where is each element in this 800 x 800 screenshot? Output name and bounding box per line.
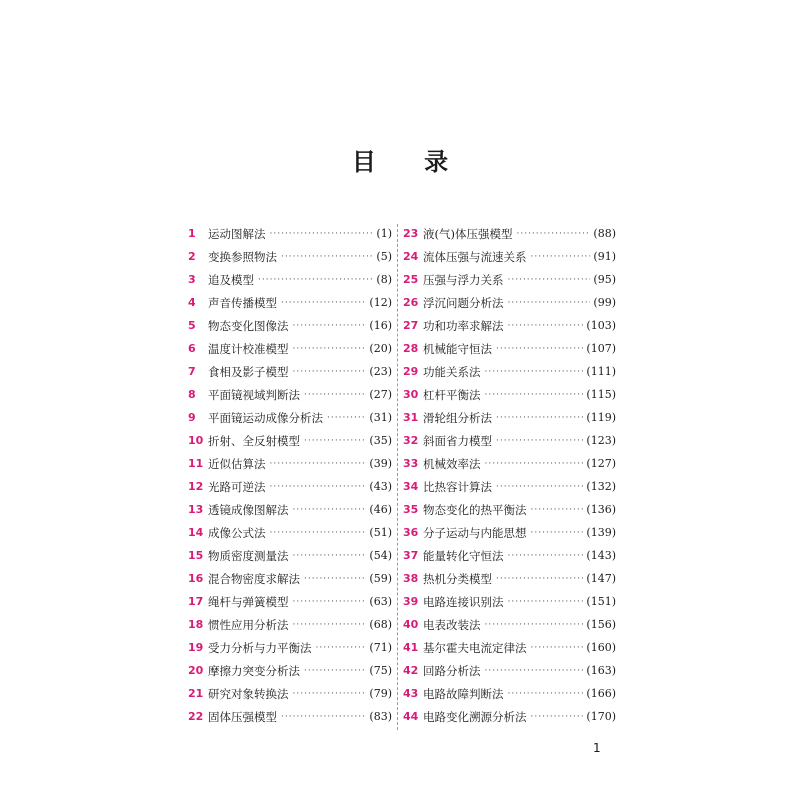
toc-entry[interactable] <box>403 222 616 245</box>
toc-entry[interactable] <box>188 452 392 475</box>
entry-page: (147) <box>586 572 616 585</box>
entry-title: 光路可逆法 <box>208 479 266 494</box>
dot-leader <box>293 344 367 354</box>
entry-title: 分子运动与内能思想 <box>423 525 527 540</box>
entry-number: 10 <box>188 434 204 447</box>
entry-page: (71) <box>369 641 392 654</box>
entry-number: 27 <box>403 319 419 332</box>
entry-page: (79) <box>369 687 392 700</box>
toc-entry[interactable] <box>403 383 616 406</box>
entry-page: (23) <box>369 365 392 378</box>
entry-title: 能量转化守恒法 <box>423 548 504 563</box>
entry-title: 平面镜视域判断法 <box>208 387 300 402</box>
entry-page: (95) <box>593 273 616 286</box>
dot-leader <box>508 321 584 331</box>
entry-title: 绳杆与弹簧模型 <box>208 594 289 609</box>
entry-number: 25 <box>403 273 419 286</box>
toc-entry[interactable] <box>403 268 616 291</box>
entry-page: (39) <box>369 457 392 470</box>
entry-title: 物态变化的热平衡法 <box>423 502 527 517</box>
entry-page: (46) <box>369 503 392 516</box>
entry-title: 研究对象转换法 <box>208 686 289 701</box>
dot-leader <box>293 597 367 607</box>
entry-page: (43) <box>369 480 392 493</box>
entry-page: (107) <box>586 342 616 355</box>
entry-page: (103) <box>586 319 616 332</box>
entry-title: 基尔霍夫电流定律法 <box>423 640 527 655</box>
entry-page: (75) <box>369 664 392 677</box>
entry-number: 13 <box>188 503 204 516</box>
dot-leader <box>270 482 367 492</box>
entry-number: 42 <box>403 664 419 677</box>
entry-number: 9 <box>188 411 196 424</box>
entry-page: (63) <box>369 595 392 608</box>
toc-entry[interactable] <box>403 314 616 337</box>
dot-leader <box>485 620 584 630</box>
entry-title: 平面镜运动成像分析法 <box>208 410 323 425</box>
entry-page: (51) <box>369 526 392 539</box>
dot-leader <box>531 643 584 653</box>
dot-leader <box>485 390 584 400</box>
entry-page: (166) <box>586 687 616 700</box>
entry-title: 压强与浮力关系 <box>423 272 504 287</box>
entry-title: 电路连接识别法 <box>423 594 504 609</box>
toc-entry[interactable] <box>403 498 616 521</box>
entry-number: 26 <box>403 296 419 309</box>
toc-entry[interactable] <box>188 659 392 682</box>
toc-entry[interactable] <box>403 429 616 452</box>
entry-page: (156) <box>586 618 616 631</box>
toc-entry[interactable] <box>188 383 392 406</box>
entry-number: 21 <box>188 687 204 700</box>
toc-entry[interactable] <box>188 475 392 498</box>
entry-title: 机械能守恒法 <box>423 341 492 356</box>
entry-title: 液(气)体压强模型 <box>423 226 513 241</box>
dot-leader <box>531 505 584 515</box>
entry-title: 浮沉问题分析法 <box>423 295 504 310</box>
toc-entry[interactable] <box>188 544 392 567</box>
dot-leader <box>316 643 367 653</box>
toc-entry[interactable] <box>188 245 392 268</box>
toc-entry[interactable] <box>403 544 616 567</box>
entry-number: 18 <box>188 618 204 631</box>
entry-page: (1) <box>376 227 392 240</box>
entry-page: (160) <box>586 641 616 654</box>
column-divider <box>397 224 398 730</box>
entry-number: 24 <box>403 250 419 263</box>
entry-title: 电路故障判断法 <box>423 686 504 701</box>
toc-entry[interactable] <box>403 636 616 659</box>
entry-title: 功能关系法 <box>423 364 481 379</box>
entry-page: (20) <box>369 342 392 355</box>
entry-number: 23 <box>403 227 419 240</box>
entry-title: 固体压强模型 <box>208 709 277 724</box>
toc-entry[interactable] <box>188 268 392 291</box>
entry-title: 斜面省力模型 <box>423 433 492 448</box>
entry-page: (5) <box>376 250 392 263</box>
toc-entry[interactable] <box>403 452 616 475</box>
entry-title: 混合物密度求解法 <box>208 571 300 586</box>
entry-title: 追及模型 <box>208 272 254 287</box>
entry-page: (151) <box>586 595 616 608</box>
entry-page: (139) <box>586 526 616 539</box>
entry-title: 折射、全反射模型 <box>208 433 300 448</box>
toc-entry[interactable] <box>403 475 616 498</box>
entry-number: 11 <box>188 457 204 470</box>
entry-number: 14 <box>188 526 204 539</box>
entry-number: 35 <box>403 503 419 516</box>
entry-page: (12) <box>369 296 392 309</box>
entry-number: 7 <box>188 365 196 378</box>
entry-title: 惯性应用分析法 <box>208 617 289 632</box>
entry-title: 近似估算法 <box>208 456 266 471</box>
entry-number: 6 <box>188 342 196 355</box>
dot-leader <box>531 252 591 262</box>
page-title: 目 录 <box>351 147 469 176</box>
dot-leader <box>270 459 367 469</box>
entry-number: 34 <box>403 480 419 493</box>
toc-entry[interactable] <box>188 429 392 452</box>
toc-entry[interactable] <box>403 291 616 314</box>
toc-entry[interactable] <box>188 590 392 613</box>
entry-title: 摩擦力突变分析法 <box>208 663 300 678</box>
dot-leader <box>531 712 584 722</box>
entry-title: 流体压强与流速关系 <box>423 249 527 264</box>
dot-leader <box>496 344 583 354</box>
dot-leader <box>508 597 584 607</box>
entry-page: (83) <box>369 710 392 723</box>
toc-entry[interactable] <box>188 222 392 245</box>
entry-title: 回路分析法 <box>423 663 481 678</box>
toc-entry[interactable] <box>188 314 392 337</box>
entry-page: (54) <box>369 549 392 562</box>
toc-entry[interactable] <box>188 521 392 544</box>
dot-leader <box>270 528 367 538</box>
entry-number: 3 <box>188 273 196 286</box>
entry-title: 杠杆平衡法 <box>423 387 481 402</box>
entry-number: 43 <box>403 687 419 700</box>
entry-page: (111) <box>586 365 616 378</box>
entry-title: 物质密度测量法 <box>208 548 289 563</box>
toc-entry[interactable] <box>188 636 392 659</box>
toc-entry[interactable] <box>403 521 616 544</box>
entry-page: (132) <box>586 480 616 493</box>
toc-entry[interactable] <box>403 613 616 636</box>
entry-title: 成像公式法 <box>208 525 266 540</box>
toc-entry[interactable] <box>188 567 392 590</box>
entry-number: 16 <box>188 572 204 585</box>
entry-title: 声音传播模型 <box>208 295 277 310</box>
entry-number: 19 <box>188 641 204 654</box>
dot-leader <box>531 528 584 538</box>
entry-page: (119) <box>586 411 616 424</box>
entry-number: 37 <box>403 549 419 562</box>
entry-page: (163) <box>586 664 616 677</box>
dot-leader <box>293 689 367 699</box>
dot-leader <box>281 298 366 308</box>
toc-entry[interactable] <box>188 705 392 728</box>
dot-leader <box>508 298 591 308</box>
toc-entry[interactable] <box>403 245 616 268</box>
dot-leader <box>485 666 584 676</box>
dot-leader <box>304 666 366 676</box>
dot-leader <box>258 275 373 285</box>
toc-entry[interactable] <box>403 659 616 682</box>
entry-number: 44 <box>403 710 419 723</box>
entry-number: 40 <box>403 618 419 631</box>
toc-entry[interactable] <box>403 567 616 590</box>
entry-title: 热机分类模型 <box>423 571 492 586</box>
entry-title: 运动图解法 <box>208 226 266 241</box>
entry-number: 28 <box>403 342 419 355</box>
entry-title: 受力分析与力平衡法 <box>208 640 312 655</box>
toc-entry[interactable] <box>403 337 616 360</box>
entry-page: (123) <box>586 434 616 447</box>
entry-number: 33 <box>403 457 419 470</box>
dot-leader <box>508 275 591 285</box>
dot-leader <box>270 229 374 239</box>
toc-entry[interactable] <box>403 682 616 705</box>
entry-number: 32 <box>403 434 419 447</box>
entry-page: (88) <box>593 227 616 240</box>
entry-page: (27) <box>369 388 392 401</box>
entry-number: 41 <box>403 641 419 654</box>
entry-number: 15 <box>188 549 204 562</box>
entry-title: 变换参照物法 <box>208 249 277 264</box>
entry-number: 12 <box>188 480 204 493</box>
dot-leader <box>496 574 583 584</box>
toc-entry[interactable] <box>188 360 392 383</box>
entry-page: (136) <box>586 503 616 516</box>
dot-leader <box>293 321 367 331</box>
entry-number: 30 <box>403 388 419 401</box>
dot-leader <box>281 712 366 722</box>
toc-entry[interactable] <box>403 360 616 383</box>
dot-leader <box>304 574 366 584</box>
entry-number: 36 <box>403 526 419 539</box>
dot-leader <box>496 436 583 446</box>
entry-page: (143) <box>586 549 616 562</box>
dot-leader <box>281 252 373 262</box>
toc-entry[interactable] <box>188 406 392 429</box>
entry-number: 8 <box>188 388 196 401</box>
toc-entry[interactable] <box>403 705 616 728</box>
entry-page: (91) <box>593 250 616 263</box>
entry-title: 功和功率求解法 <box>423 318 504 333</box>
dot-leader <box>304 436 366 446</box>
entry-number: 29 <box>403 365 419 378</box>
dot-leader <box>327 413 366 423</box>
dot-leader <box>516 229 590 239</box>
toc-entry[interactable] <box>403 590 616 613</box>
toc-entry[interactable] <box>188 337 392 360</box>
entry-title: 透镜成像图解法 <box>208 502 289 517</box>
entry-title: 温度计校准模型 <box>208 341 289 356</box>
entry-number: 5 <box>188 319 196 332</box>
dot-leader <box>508 551 584 561</box>
toc-column-right <box>403 222 616 734</box>
entry-title: 比热容计算法 <box>423 479 492 494</box>
entry-page: (68) <box>369 618 392 631</box>
dot-leader <box>293 551 367 561</box>
toc-entry[interactable] <box>188 682 392 705</box>
dot-leader <box>293 505 367 515</box>
toc-column-left <box>188 222 392 734</box>
dot-leader <box>304 390 366 400</box>
dot-leader <box>293 620 367 630</box>
entry-page: (99) <box>593 296 616 309</box>
table-of-contents <box>188 222 616 734</box>
dot-leader <box>485 367 584 377</box>
entry-title: 电路变化溯源分析法 <box>423 709 527 724</box>
entry-page: (170) <box>586 710 616 723</box>
toc-entry[interactable] <box>188 498 392 521</box>
entry-number: 39 <box>403 595 419 608</box>
entry-number: 2 <box>188 250 196 263</box>
entry-number: 22 <box>188 710 204 723</box>
toc-entry[interactable] <box>188 291 392 314</box>
entry-page: (31) <box>369 411 392 424</box>
entry-title: 滑轮组分析法 <box>423 410 492 425</box>
entry-page: (115) <box>586 388 616 401</box>
entry-page: (16) <box>369 319 392 332</box>
dot-leader <box>485 459 584 469</box>
dot-leader <box>508 689 584 699</box>
entry-number: 38 <box>403 572 419 585</box>
entry-title: 机械效率法 <box>423 456 481 471</box>
entry-page: (127) <box>586 457 616 470</box>
entry-number: 1 <box>188 227 196 240</box>
entry-page: (35) <box>369 434 392 447</box>
page-number: 1 <box>593 741 601 755</box>
entry-number: 20 <box>188 664 204 677</box>
entry-number: 17 <box>188 595 204 608</box>
dot-leader <box>496 482 583 492</box>
entry-title: 食相及影子模型 <box>208 364 289 379</box>
toc-entry[interactable] <box>188 613 392 636</box>
entry-number: 31 <box>403 411 419 424</box>
dot-leader <box>496 413 583 423</box>
entry-title: 物态变化图像法 <box>208 318 289 333</box>
entry-page: (8) <box>376 273 392 286</box>
toc-entry[interactable] <box>403 406 616 429</box>
entry-page: (59) <box>369 572 392 585</box>
dot-leader <box>293 367 367 377</box>
entry-title: 电表改装法 <box>423 617 481 632</box>
entry-number: 4 <box>188 296 196 309</box>
